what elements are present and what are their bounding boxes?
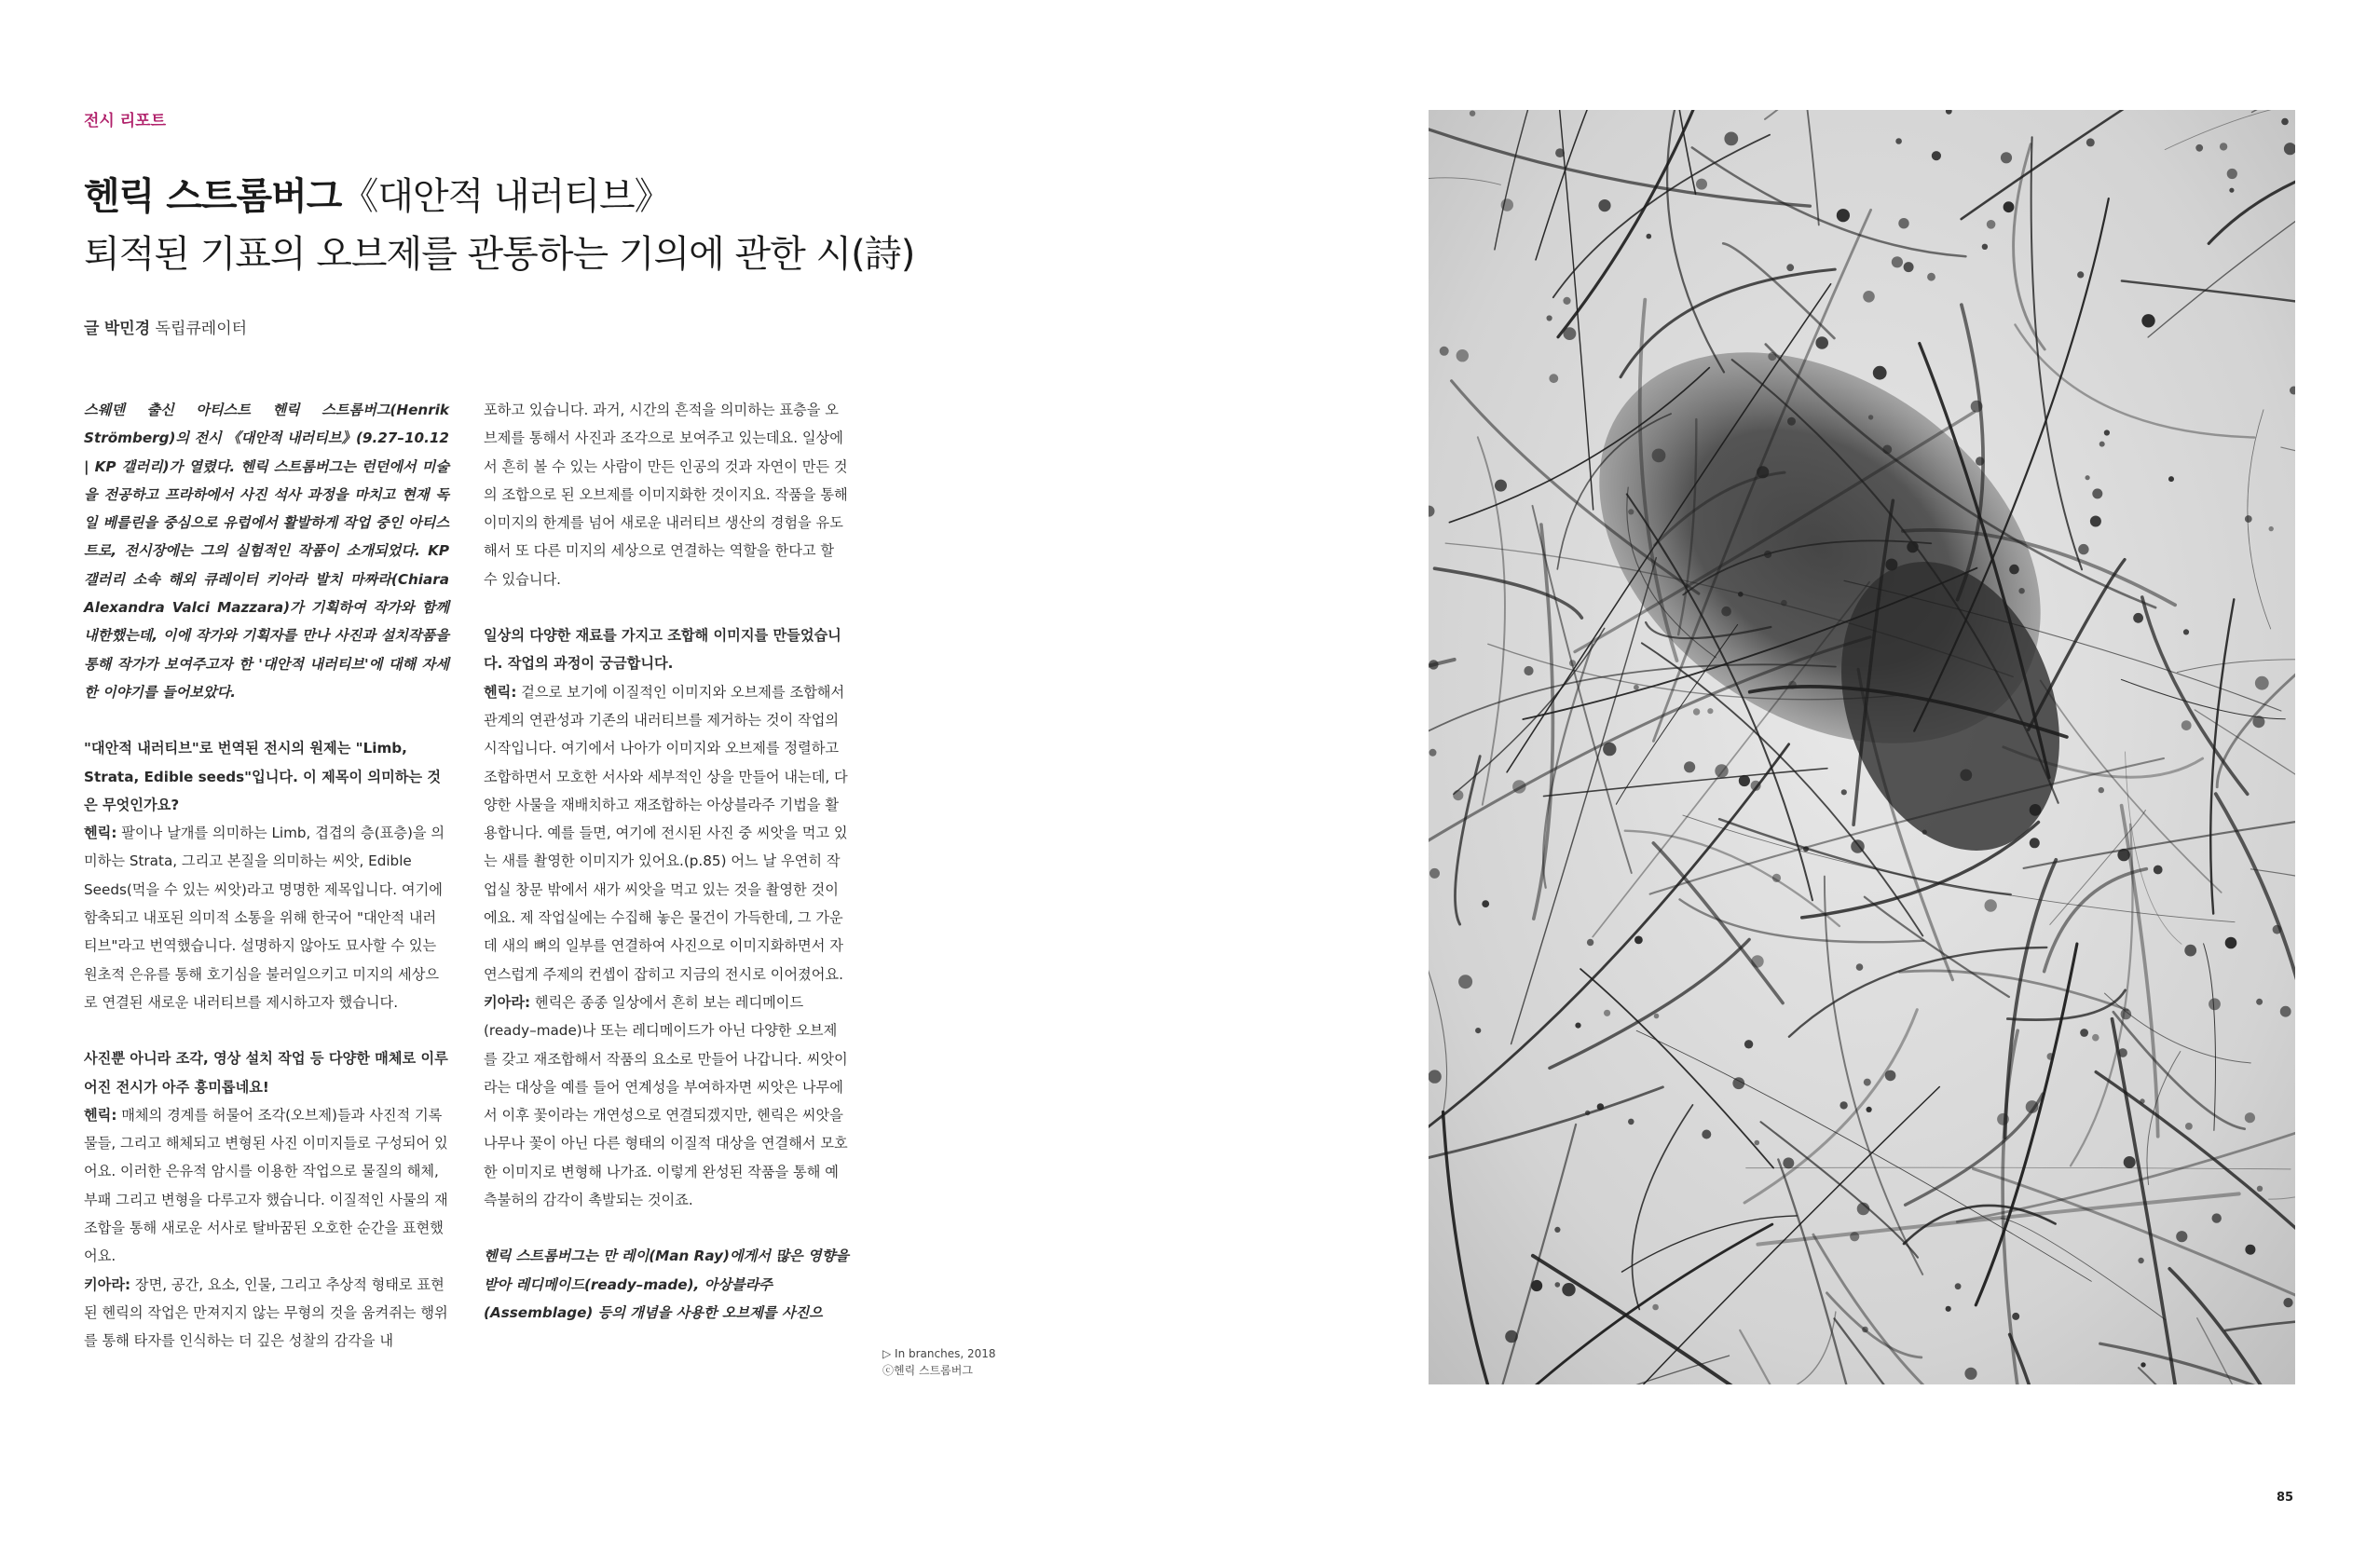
berry	[1863, 291, 1875, 303]
berry	[1654, 1014, 1660, 1019]
berry	[1837, 209, 1850, 222]
berry	[1885, 559, 1897, 571]
berry	[1786, 264, 1794, 271]
berry	[2121, 1009, 2132, 1020]
answer-3	[84, 1271, 449, 1356]
berry	[2245, 1112, 2255, 1123]
berry	[1772, 874, 1781, 882]
berry	[2220, 143, 2227, 150]
berry	[2104, 429, 2110, 435]
berry	[1987, 220, 1996, 229]
berry	[1628, 1119, 1634, 1125]
berry	[2004, 201, 2015, 212]
berry	[2099, 787, 2104, 793]
byline	[84, 315, 247, 338]
berry	[2077, 271, 2084, 278]
berry	[1862, 1327, 1868, 1333]
berry	[2256, 999, 2263, 1005]
berry	[1563, 297, 1570, 305]
berry	[1751, 781, 1761, 791]
title-line-1	[84, 168, 1388, 225]
berry	[1864, 1079, 1871, 1086]
berry	[2133, 613, 2143, 623]
berry	[1927, 273, 1935, 281]
berry	[1803, 846, 1809, 852]
berry	[1505, 1330, 1518, 1343]
berry	[1647, 234, 1652, 239]
berry	[1724, 132, 1738, 146]
berry	[1575, 1023, 1580, 1029]
byline-prefix: 글	[84, 320, 100, 338]
berry	[1755, 1140, 1760, 1146]
berry	[1907, 541, 1918, 552]
berry	[1429, 660, 1438, 669]
berry	[1554, 1227, 1560, 1233]
berry	[2080, 1029, 2088, 1037]
berry	[1757, 466, 1769, 478]
berry	[1868, 415, 1873, 419]
answer-continued: 포하고 있습니다. 과거, 시간의 흔적을 의미하는 표층을 오브제를 통해서 사진과 조각으로 보여주고 있는데요. 일상에서 흔히 볼 수 있는 사람이 만든 인공의 것과 자연이 만든 것의 조합으로 된 오브제를 이미지화한 것이지요. 작품을 통해 이미지의 한계를 넘어 새로운 내러티브 생산의 경험을 유도해서 또 다른 미지의 세상으로 연결하는 역할을 한다고 할 수 있습니다.	[484, 402, 848, 588]
question-1: "대안적 내러티브"로 번역된 전시의 원제는 "Limb, Strata, Edible seeds"입니다. 이 제목이 의미하는 것은 무엇인가요?	[84, 740, 442, 813]
berry	[2099, 442, 2105, 447]
berry	[1738, 592, 1744, 597]
berry	[1634, 936, 1643, 945]
berry	[1841, 789, 1847, 795]
berry	[1569, 660, 1576, 666]
answer-text: 매체의 경계를 허물어 조각(오브제)들과 사진적 기록물들, 그리고 해체되고 변형된 사진 이미지들로 구성되어 있어요. 이러한 은유적 암시를 이용한 작업으로 물질의 해체, 부패 그리고 변형을 다루고자 했습니다. 이질적인 사물의 재조합을 통해 새로운 서사로 탈바꿈된 오호한 순간을 표현했어요.	[84, 1106, 448, 1265]
berry	[1564, 327, 1577, 340]
berry	[2255, 676, 2269, 690]
section-label: 전시 리포트	[84, 112, 167, 130]
berry	[2245, 1245, 2255, 1255]
intro-paragraph: 스웨덴 출신 아티스트 헨릭 스트롬버그(Henrik Strömberg)의 전시 《대안적 내러티브》(9.27–10.12 | KP 갤러리)가 열렸다. 헨릭 스트롬버그는 런던에서 미술을 전공하고 프라하에서 사진 석사 과정을 마치고 현재 독일 베를린을 중심으로 유럽에서 활발하게 작업 중인 아티스트로, 전시장에는 그의 실험적인 작품이 소개되었다. KP 갤러리 소속 해외 큐레이터 키아라 발치 마짜라(Chiara Alexandra Valci Mazzara)가 기획하여 작가와 함께 내한했는데, 이에 작가와 기획자를 만나 사진과 설치작품을 통해 작가가 보여주고자 한 '대안적 내러티브'에 대해 자세한 이야기를 들어보았다.	[84, 402, 449, 701]
berry	[1985, 899, 1997, 911]
berry	[1628, 509, 1634, 514]
berry	[1851, 839, 1865, 853]
answer-2	[84, 1101, 449, 1271]
question-4: 헨릭 스트롬버그는 만 레이(Man Ray)에게서 많은 영향을 받아 레디메이드(ready–made), 아상블라주(Assemblage) 등의 개념을 사용한 오브제를 사진으	[484, 1248, 849, 1321]
berry	[1604, 1010, 1610, 1016]
berry	[2026, 1100, 2039, 1113]
speaker-label: 헨릭:	[84, 825, 117, 842]
berry	[1555, 148, 1565, 157]
berry	[1598, 199, 1610, 211]
question-2: 사진뿐 아니라 조각, 영상 설치 작업 등 다양한 매체로 이루어진 전시가 아주 흥미롭네요!	[84, 1050, 448, 1096]
berry	[1587, 939, 1593, 946]
berry	[1885, 1070, 1896, 1082]
berry	[1531, 1280, 1542, 1291]
answer-text: 헨릭은 종종 일상에서 흔히 보는 레디메이드(ready–made)나 또는 레디메이드가 아닌 다양한 오브제를 갖고 재조합해서 작품의 요소로 만들어 나갑니다. 씨앗이라는 대상을 예를 들어 연계성을 부여하자면 씨앗은 나무에서 이후 꽃이라는 개연성으로 연결되겠지만, 헨릭은 씨앗을 나무나 꽃이 아닌 다른 형태의 이질적 대상을 연결해서 모호한 이미지로 변형해 나가죠. 이렇게 완성된 작품을 통해 예측불허의 감각이 촉발되는 것이죠.	[484, 993, 848, 1209]
berry	[1997, 1113, 2009, 1125]
berry	[1693, 708, 1700, 715]
berry	[1781, 600, 1787, 607]
berry	[2141, 314, 2154, 327]
artwork-photo	[1429, 110, 2295, 1384]
berry	[2154, 866, 2163, 875]
berry	[1429, 749, 1437, 757]
berry	[1495, 480, 1507, 492]
berry	[2140, 1362, 2145, 1367]
title-artist: 헨릭 스트롬버그	[84, 175, 342, 218]
title-exhibition: 《대안적 내러티브》	[341, 175, 671, 218]
berry	[1440, 347, 1449, 356]
berry	[2047, 1053, 2055, 1060]
berry	[1946, 1306, 1951, 1312]
berry	[2281, 118, 2289, 126]
berry	[2086, 138, 2095, 146]
text-column-2	[484, 396, 849, 1327]
berry	[1721, 607, 1731, 617]
berry	[1512, 780, 1525, 793]
berry	[1895, 138, 1902, 144]
berry	[1547, 315, 1552, 320]
berry	[1764, 551, 1771, 558]
berry	[2195, 144, 2203, 152]
berry	[1744, 1040, 1753, 1048]
berry	[2092, 488, 2102, 498]
berry	[1732, 1077, 1744, 1089]
berry	[1429, 1070, 1442, 1083]
text-column-1	[84, 396, 449, 1356]
speaker-label: 헨릭:	[84, 1106, 117, 1124]
page-number: 85	[2277, 1491, 2294, 1505]
berry	[2209, 998, 2221, 1010]
berry	[2012, 1313, 2019, 1320]
berry	[1768, 352, 1776, 361]
berry	[2269, 526, 2274, 531]
berry	[2280, 1006, 2291, 1017]
berry	[1475, 1028, 1481, 1033]
berry	[2225, 937, 2237, 949]
berry	[2283, 1298, 2292, 1307]
berry	[1867, 1107, 1872, 1112]
berry	[1603, 743, 1616, 756]
berry	[1597, 1103, 1604, 1110]
berry	[1453, 790, 1463, 800]
berry	[2185, 1123, 2193, 1130]
berry	[1501, 198, 1513, 211]
berry	[1960, 770, 1972, 782]
caption-credit: ⓒ헨릭 스트롬버그	[882, 1364, 973, 1377]
berry	[1585, 1111, 1590, 1115]
berry	[2245, 515, 2252, 523]
byline-name: 박민경	[103, 320, 151, 338]
berry	[1839, 1101, 1847, 1109]
berry	[1634, 685, 1639, 690]
berry	[2183, 629, 2189, 634]
berry	[1739, 775, 1750, 786]
speaker-label: 키아라:	[484, 993, 531, 1011]
berry	[1715, 764, 1728, 777]
berry	[2273, 925, 2282, 934]
berry	[2090, 516, 2101, 527]
berry	[2227, 169, 2237, 179]
berry	[2257, 1186, 2263, 1192]
berry	[1873, 366, 1887, 380]
berry	[1549, 374, 1558, 383]
berry	[2184, 945, 2196, 957]
berry	[1964, 1368, 1976, 1380]
berry	[2009, 565, 2019, 575]
answer-text: 장면, 공간, 요소, 인물, 그리고 추상적 형태로 표현된 헨릭의 작업은 만져지지 않는 무형의 것을 움켜쥐는 행위를 통해 타자를 인식하는 더 깊은 성찰의 감각을 내	[84, 1275, 448, 1350]
berry	[1458, 975, 1472, 989]
berry	[1555, 1282, 1561, 1288]
berry	[2168, 476, 2174, 482]
berry	[1562, 1283, 1575, 1296]
berry	[1955, 1283, 1962, 1289]
berry	[2229, 188, 2234, 193]
berry	[2124, 1156, 2136, 1168]
berry	[1696, 179, 1707, 190]
question-3: 일상의 다양한 재료를 가지고 조합해 이미지를 만들었습니다. 작업의 과정이 궁금합니다.	[484, 627, 841, 673]
berry	[2018, 588, 2024, 593]
berry	[1783, 1157, 1794, 1168]
caption-title: ▷ In branches, 2018	[882, 1347, 996, 1360]
article-title	[84, 168, 1388, 283]
berry	[2092, 1034, 2099, 1042]
berry	[1857, 1203, 1870, 1216]
berry	[1751, 955, 1763, 967]
speaker-label: 키아라:	[84, 1275, 131, 1293]
speaker-label: 헨릭:	[484, 683, 517, 701]
answer-1	[84, 819, 449, 1016]
berry	[1892, 256, 1903, 267]
berry	[1684, 761, 1695, 772]
berry	[2118, 1048, 2127, 1057]
berry	[1652, 449, 1666, 463]
answer-text: 겉으로 보기에 이질적인 이미지와 오브제를 조합해서 관계의 연관성과 기존의 내러티브를 제거하는 것이 작업의 시작입니다. 여기에서 나아가 이미지와 오브제를 정렬하고 조합하면서 모호한 서사와 세부적인 상을 만들어 내는데, 다양한 사물을 재배치하고 재조합하는 아상블라주 기법을 활용합니다. 예를 들면, 여기에 전시된 사진 중 씨앗을 먹고 있는 새를 촬영한 이미지가 있어요.(p.85) 어느 날 우연히 작업실 창문 밖에서 새가 씨앗을 먹고 있는 것을 촬영한 것이에요. 제 작업실에는 수집해 놓은 물건이 가득한데, 그 가운데 새의 뼈의 일부를 연결하여 사진으로 이미지화하면서 자연스럽게 주제의 컨셉이 잡히고 지금의 전시로 이어졌어요.	[484, 683, 848, 983]
answer-4	[484, 678, 849, 989]
berry	[1788, 681, 1797, 689]
berry	[2176, 1231, 2187, 1242]
title-line-2: 퇴적된 기표의 오브제를 관통하는 기의에 관한 시(詩)	[84, 233, 915, 276]
berry	[1932, 151, 1941, 160]
berry	[1882, 445, 1892, 455]
berry	[1524, 666, 1533, 675]
answer-text: 팔이나 날개를 의미하는 Limb, 겹겹의 층(표층)을 의미하는 Strata, 그리고 본질을 의미하는 씨앗, Edible Seeds(먹을 수 있는 씨앗)라고 명명한 제목입니다. 여기에 함축되고 내포된 의미적 소통을 위해 한국어 "대안적 내러티브"라고 번역했습니다. 설명하지 않아도 묘사할 수 있는 원초적 은유를 통해 호기심을 불러일으키고 미지의 세상으로 연결된 새로운 내러티브를 제시하고자 했습니다.	[84, 825, 445, 1011]
berry	[1429, 868, 1440, 879]
answer-5	[484, 989, 849, 1214]
berry	[2117, 849, 2129, 861]
berry	[2181, 720, 2192, 730]
branches-bird-image	[1429, 110, 2295, 1384]
berry	[1982, 244, 1988, 250]
berry	[1976, 457, 1984, 465]
berry	[1702, 1130, 1711, 1139]
berry	[1457, 349, 1469, 361]
berry	[1787, 417, 1796, 426]
berry	[1707, 708, 1713, 714]
berry	[1482, 900, 1489, 907]
berry	[2252, 716, 2264, 728]
berry	[1898, 218, 1908, 228]
byline-role: 독립큐레이터	[155, 320, 248, 338]
berry	[1904, 262, 1914, 272]
berry	[2086, 475, 2090, 480]
berry	[2001, 152, 2012, 163]
berry	[2212, 1213, 2222, 1222]
berry	[2140, 1098, 2144, 1103]
berry	[1815, 336, 1828, 349]
berry	[1971, 401, 1983, 413]
berry	[1922, 830, 1927, 835]
berry	[2078, 544, 2088, 554]
berry	[1850, 1232, 1859, 1241]
berry	[2030, 804, 2042, 816]
berry	[1652, 1304, 1659, 1311]
berry	[1470, 111, 1475, 116]
photo-caption	[882, 1345, 996, 1379]
berry	[2138, 1258, 2143, 1263]
berry	[2030, 838, 2040, 848]
berry	[1856, 963, 1864, 971]
